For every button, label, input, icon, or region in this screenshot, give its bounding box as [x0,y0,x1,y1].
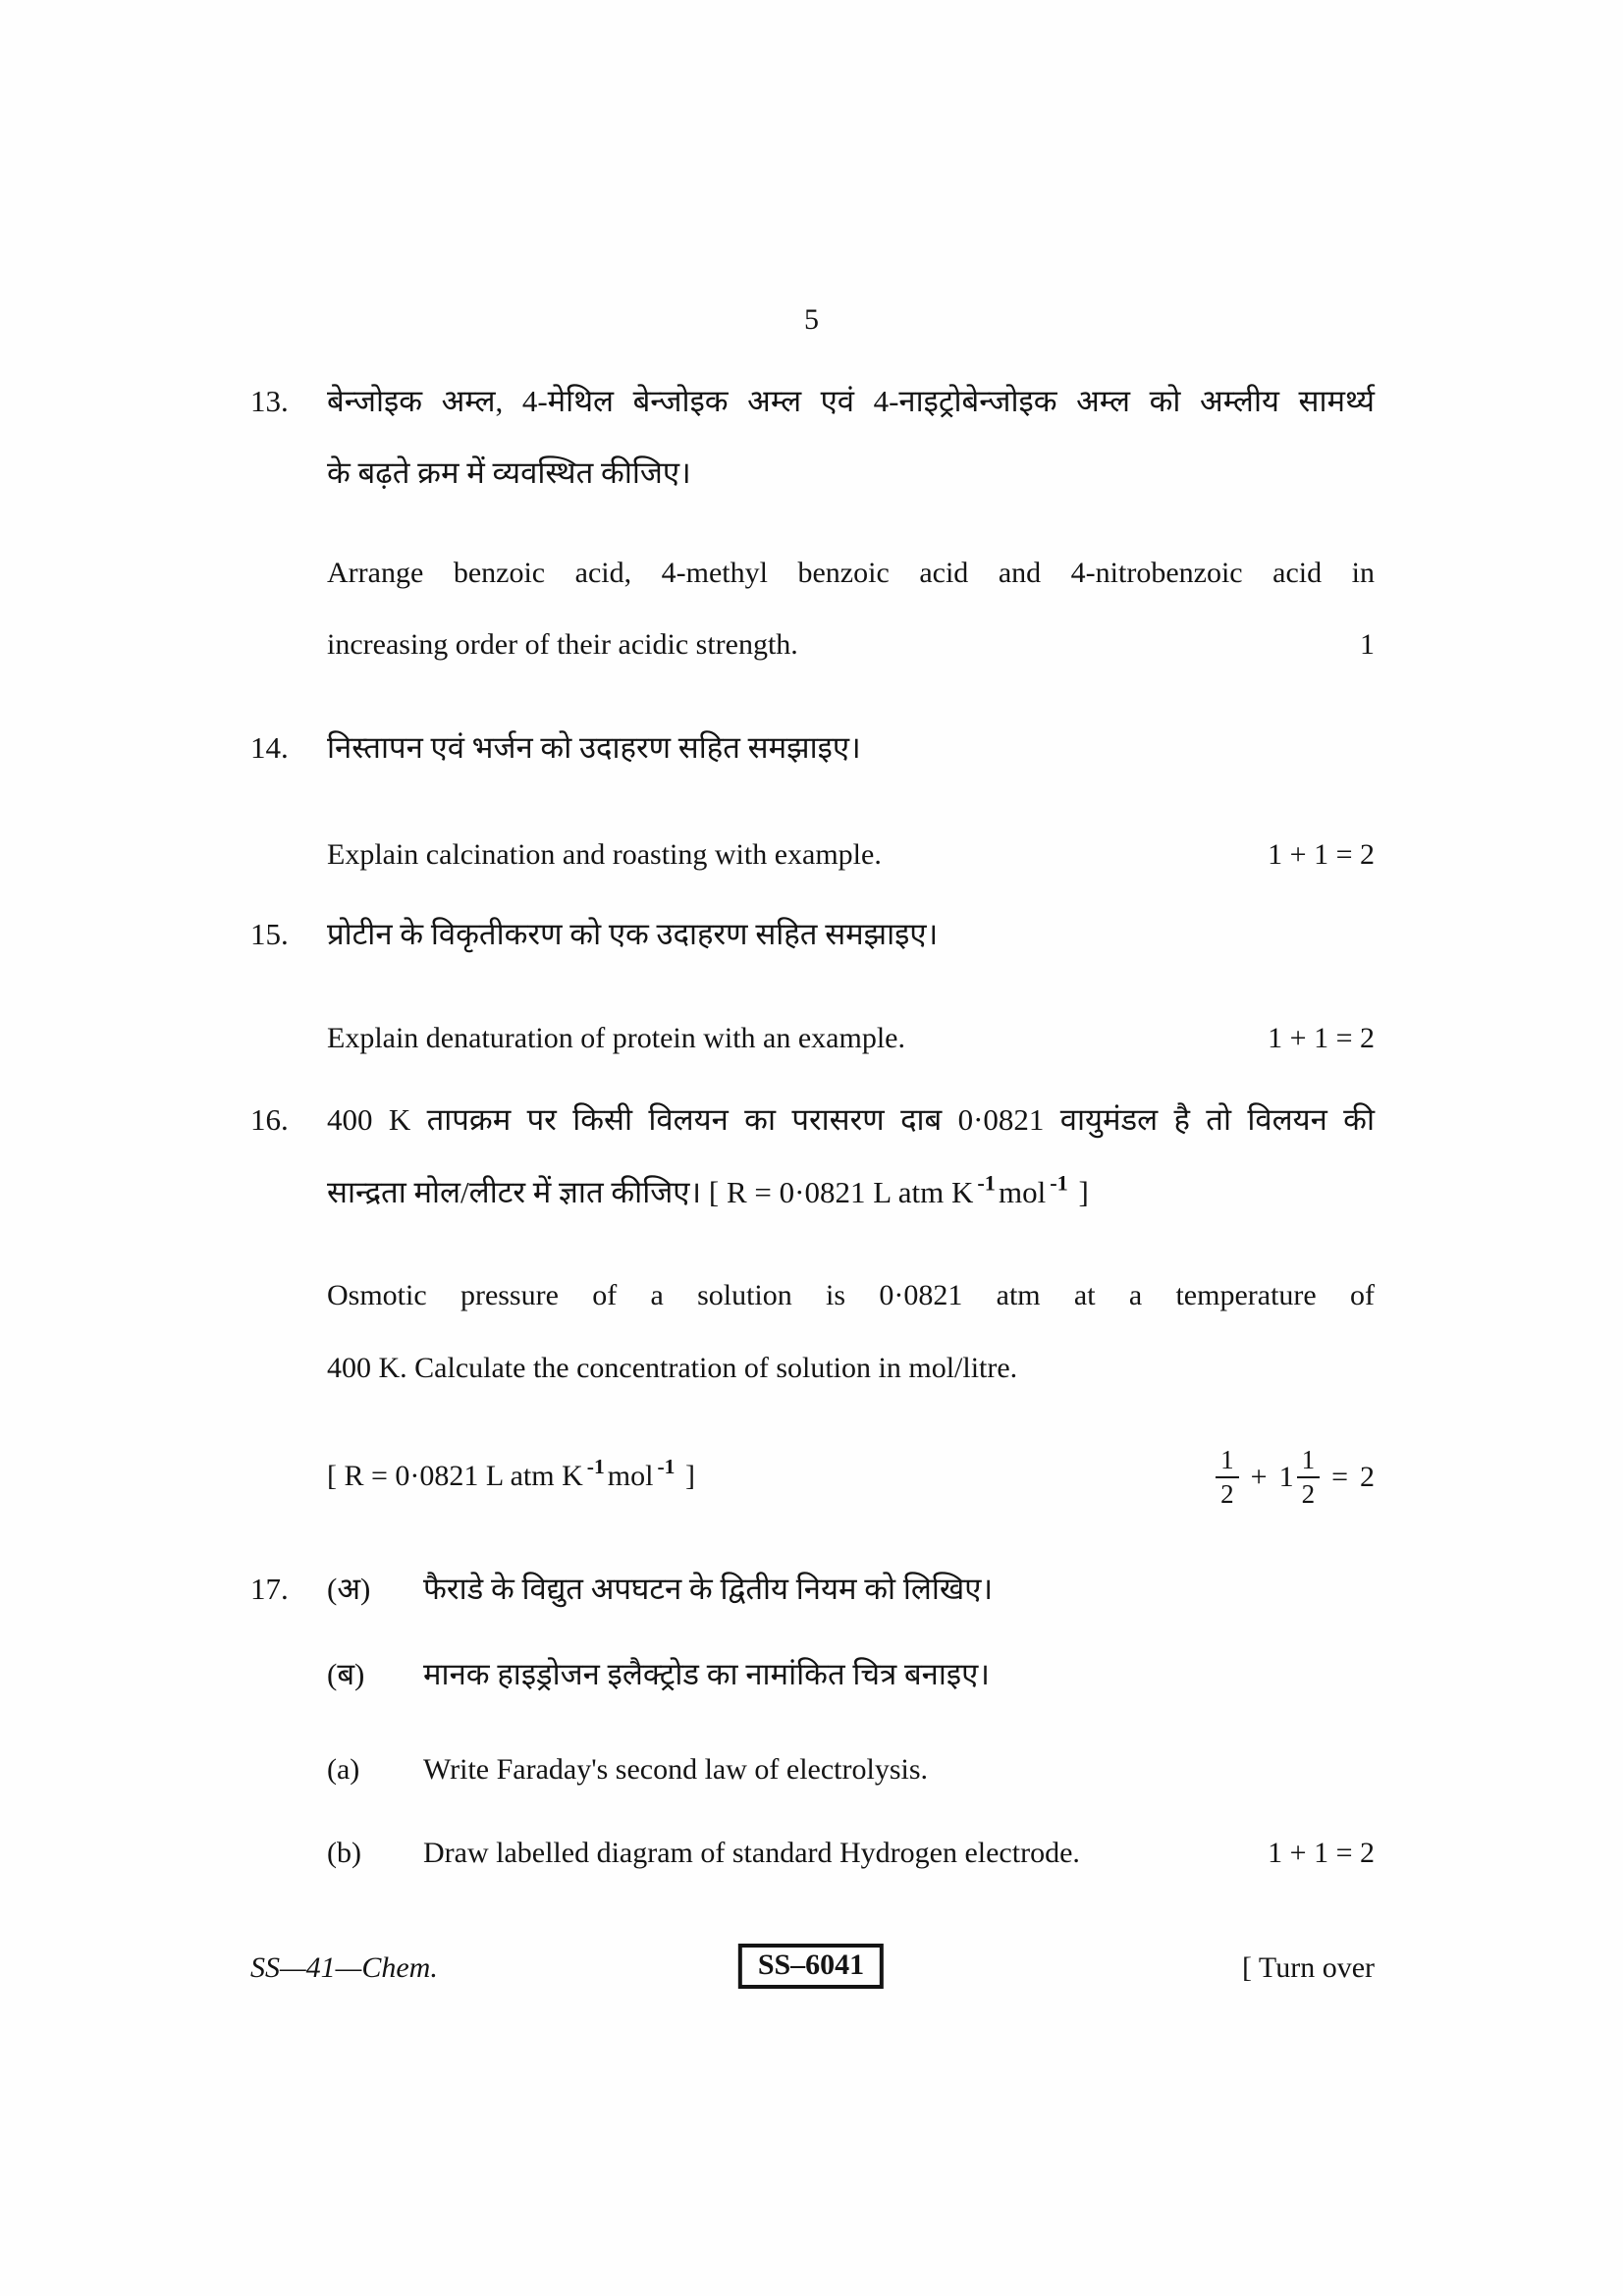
question-13-number: 13. [250,384,289,418]
gas-constant-prefix: [ R = 0·0821 L atm K [327,1460,583,1492]
question-14-english-line [250,832,1375,878]
question-13-hindi-line2 [250,451,1375,496]
fraction-denominator: 2 [1301,1479,1316,1509]
question-17-part-a-hindi-text: फैराडे के विद्युत अपघटन के द्वितीय नियम को लिखिए। [423,1572,994,1606]
question-14-marks: 1 + 1 = 2 [1268,838,1375,871]
question-16-hindi-line1 [250,1097,1375,1143]
superscript-minus-one: -1 [1050,1170,1068,1196]
question-16-hindi-text-1: 400 K तापक्रम पर किसी विलयन का परासरण दाब 0·0821 वायुमंडल है तो विलयन की [327,1102,1375,1137]
question-16-hindi-text-2 [250,1170,1375,1218]
question-15-number: 15. [250,917,289,951]
question-16-english-text-2: 400 K. Calculate the concentration of solution in mol/litre. [327,1352,1018,1384]
equals-sign: = [1331,1461,1348,1493]
fraction-numerator: 1 [1216,1445,1239,1478]
whole-number: 1 [1278,1461,1294,1493]
question-17-marks: 1 + 1 = 2 [1268,1837,1375,1869]
gas-constant-hindi-suffix: ] [1070,1175,1089,1209]
question-17-number: 17. [250,1572,289,1606]
question-17-part-a-english-text: Write Faraday's second law of electrolysis. [423,1753,929,1786]
part-label-hindi-b: (ब) [327,1657,365,1691]
superscript-minus-one: -1 [657,1455,676,1479]
question-13-english-line1 [250,551,1375,596]
question-17-part-b-english [250,1831,1375,1876]
gas-constant-hindi-mid: mol [998,1175,1047,1209]
question-16-english-line2 [250,1346,1375,1391]
page-number: 5 [804,303,819,336]
question-16-number: 16. [250,1102,289,1137]
question-17-part-b-hindi [250,1652,1375,1697]
question-17-part-a-english [250,1747,1375,1792]
question-13-english-text-2: increasing order of their acidic strength. [327,628,798,661]
fraction-one-half [1216,1445,1239,1510]
footer-series-code-box: SS–6041 [738,1944,884,1989]
footer-turn-over: [ Turn over [1241,1951,1375,1984]
part-label-b: (b) [327,1837,361,1869]
question-17-part-b-english-text: Draw labelled diagram of standard Hydrogen electrode. [423,1837,1080,1869]
question-16-constant-and-marks-line [250,1435,1375,1520]
question-13-hindi-text-1: बेन्जोइक अम्ल, 4-मेथिल बेन्जोइक अम्ल एवं 4-नाइट्रोबेन्जोइक अम्ल को अम्लीय सामर्थ्य [327,384,1375,418]
gas-constant-hindi-prefix: सान्द्रता मोल/लीटर में ज्ञात कीजिए। [ R = 0·0821 L atm K [327,1175,974,1209]
question-16-english-line1 [250,1273,1375,1318]
question-13-marks: 1 [1360,628,1375,661]
page-number-row [0,297,1623,343]
footer-paper-code: SS—41—Chem. [250,1951,438,1984]
superscript-minus-one: -1 [977,1170,996,1196]
question-17-part-a-hindi [250,1567,1375,1612]
question-15-english-line [250,1016,1375,1061]
marks-total: 2 [1360,1461,1375,1493]
fraction-one-half [1297,1445,1321,1510]
question-14-hindi-text: निस्तापन एवं भर्जन को उदाहरण सहित समझाइए। [327,730,861,765]
question-13-english-text-1: Arrange benzoic acid, 4-methyl benzoic acid and 4-nitrobenzoic acid in [327,557,1375,589]
gas-constant-bracket [250,1454,695,1501]
question-17-part-b-hindi-text: मानक हाइड्रोजन इलैक्ट्रोड का नामांकित चित्र बनाइए। [423,1657,991,1691]
fraction-numerator: 1 [1297,1445,1321,1478]
question-15-marks: 1 + 1 = 2 [1268,1022,1375,1054]
question-13-hindi-text-2: के बढ़ते क्रम में व्यवस्थित कीजिए। [327,455,691,490]
gas-constant-suffix: ] [677,1460,695,1492]
question-14-hindi-line [250,725,1375,771]
superscript-minus-one: -1 [586,1455,605,1479]
question-13-hindi-line1 [250,379,1375,424]
question-15-english-text: Explain denaturation of protein with an example. [327,1022,905,1054]
gas-constant-mid: mol [607,1460,654,1492]
question-16-hindi-line2 [250,1170,1375,1218]
question-14-english-text: Explain calcination and roasting with example. [327,838,882,871]
fraction-denominator: 2 [1220,1479,1234,1509]
question-16-english-text-1: Osmotic pressure of a solution is 0·0821 atm at a temperature of [327,1279,1375,1311]
part-label-a: (a) [327,1753,360,1786]
question-15-hindi-text: प्रोटीन के विकृतीकरण को एक उदाहरण सहित समझाइए। [327,917,939,951]
plus-sign: + [1250,1461,1268,1493]
question-15-hindi-line [250,912,1375,957]
question-16-marks-expression [1216,1445,1375,1510]
question-14-number: 14. [250,730,289,765]
mixed-number-one-and-half [1279,1445,1321,1510]
question-13-english-line2 [250,622,1375,667]
part-label-hindi-a: (अ) [327,1572,371,1606]
